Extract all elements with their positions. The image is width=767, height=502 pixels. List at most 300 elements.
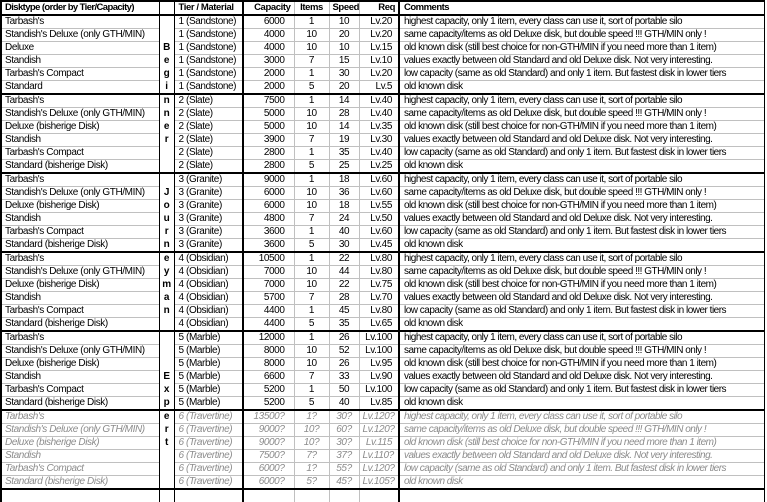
cell-class-letter: o xyxy=(159,200,174,213)
cell-speed: 45 xyxy=(329,305,359,318)
cell-tier-material: 1 (Sandstone) xyxy=(174,42,243,55)
cell-disktype: Tarbash's Compact xyxy=(1,147,159,160)
cell-comment: highest capacity, only 1 item, every class can use it, sort of portable silo xyxy=(399,94,764,108)
cell-req: Lv.40 xyxy=(359,147,399,160)
cell-class-letter: n xyxy=(159,94,174,108)
cell-speed: 40 xyxy=(329,397,359,411)
cell-comment: old known disk (still best choice for non-GTH/MIN if you need more than 1 item) xyxy=(399,42,764,55)
table-row xyxy=(1,226,764,239)
cell-tier-material: 5 (Marble) xyxy=(174,384,243,397)
cell-class-letter xyxy=(159,358,174,371)
cell-items: 10 xyxy=(294,121,329,134)
cell-disktype: Standish's Deluxe (only GTH/MIN) xyxy=(1,266,159,279)
cell-capacity: 6000 xyxy=(243,200,294,213)
cell-disktype: Standard (bisherige Disk) xyxy=(1,476,159,490)
cell-class-letter xyxy=(159,147,174,160)
cell-items: 1 xyxy=(294,305,329,318)
table-row xyxy=(1,266,764,279)
cell-class-letter: u xyxy=(159,213,174,226)
cell-req: Lv.65 xyxy=(359,318,399,332)
cell-capacity: 4400 xyxy=(243,305,294,318)
cell-capacity: 6000 xyxy=(243,187,294,200)
cell-tier-material: 2 (Slate) xyxy=(174,94,243,108)
cell-req: Lv.70 xyxy=(359,292,399,305)
cell-tier-material: 5 (Marble) xyxy=(174,397,243,411)
cell-class-letter: e xyxy=(159,252,174,266)
cell-items: 7 xyxy=(294,134,329,147)
cell-disktype: Standish xyxy=(1,371,159,384)
cell-comment: same capacity/items as old Deluxe disk, but double speed !!! GTH/MIN only ! xyxy=(399,266,764,279)
cell-tier-material: 6 (Travertine) xyxy=(174,476,243,490)
cell-comment: old known disk xyxy=(399,160,764,174)
cell-capacity: 8000 xyxy=(243,345,294,358)
partial-row xyxy=(1,489,764,502)
cell-items: 5 xyxy=(294,160,329,174)
cell-items: 10 xyxy=(294,29,329,42)
cell-req: Lv.115 xyxy=(359,437,399,450)
cell-comment: low capacity (same as old Standard) and only 1 item. But fastest disk in lower tiers xyxy=(399,384,764,397)
cell-req: Lv.90 xyxy=(359,371,399,384)
cell-disktype: Deluxe (bisherige Disk) xyxy=(1,121,159,134)
cell-comment: old known disk xyxy=(399,476,764,490)
cell-disktype: Tarbash's Compact xyxy=(1,463,159,476)
cell-disktype: Deluxe (bisherige Disk) xyxy=(1,358,159,371)
cell-req: Lv.80 xyxy=(359,266,399,279)
empty-cell xyxy=(159,489,174,502)
cell-disktype: Standish's Deluxe (only GTH/MIN) xyxy=(1,345,159,358)
table-row xyxy=(1,384,764,397)
column-header-class-letter xyxy=(159,1,174,15)
table-row xyxy=(1,450,764,463)
cell-comment: low capacity (same as old Standard) and only 1 item. But fastest disk in lower tiers xyxy=(399,463,764,476)
cell-comment: low capacity (same as old Standard) and only 1 item. But fastest disk in lower tiers xyxy=(399,226,764,239)
table-row xyxy=(1,358,764,371)
cell-disktype: Deluxe xyxy=(1,42,159,55)
cell-class-letter xyxy=(159,160,174,174)
table-row xyxy=(1,371,764,384)
cell-items: 7? xyxy=(294,450,329,463)
cell-class-letter: p xyxy=(159,397,174,411)
cell-items: 5 xyxy=(294,81,329,95)
cell-class-letter: B xyxy=(159,42,174,55)
cell-tier-material: 3 (Granite) xyxy=(174,187,243,200)
cell-disktype: Tarbash's xyxy=(1,252,159,266)
cell-req: Lv.75 xyxy=(359,279,399,292)
cell-disktype: Standish xyxy=(1,450,159,463)
column-header-speed: Speed xyxy=(329,1,359,15)
table-row xyxy=(1,331,764,345)
cell-comment: values exactly between old Standard and old Deluxe disk. Not very interesting. xyxy=(399,292,764,305)
table-row xyxy=(1,94,764,108)
table-row xyxy=(1,397,764,411)
cell-req: Lv.60 xyxy=(359,226,399,239)
cell-items: 1 xyxy=(294,384,329,397)
cell-comment: old known disk (still best choice for non-GTH/MIN if you need more than 1 item) xyxy=(399,437,764,450)
cell-disktype: Standish xyxy=(1,292,159,305)
cell-tier-material: 1 (Sandstone) xyxy=(174,29,243,42)
cell-req: Lv.25 xyxy=(359,160,399,174)
cell-comment: old known disk (still best choice for non-GTH/MIN if you need more than 1 item) xyxy=(399,200,764,213)
cell-comment: highest capacity, only 1 item, every class can use it, sort of portable silo xyxy=(399,173,764,187)
cell-req: Lv.20 xyxy=(359,68,399,81)
cell-speed: 36 xyxy=(329,187,359,200)
cell-tier-material: 6 (Travertine) xyxy=(174,463,243,476)
cell-req: Lv.55 xyxy=(359,200,399,213)
cell-disktype: Standard (bisherige Disk) xyxy=(1,160,159,174)
table-row xyxy=(1,292,764,305)
cell-disktype: Deluxe (bisherige Disk) xyxy=(1,437,159,450)
cell-items: 1 xyxy=(294,147,329,160)
cell-comment: same capacity/items as old Deluxe disk, but double speed !!! GTH/MIN only ! xyxy=(399,108,764,121)
cell-disktype: Tarbash's xyxy=(1,331,159,345)
cell-comment: low capacity (same as old Standard) and only 1 item. But fastest disk in lower tiers xyxy=(399,147,764,160)
cell-capacity: 3900 xyxy=(243,134,294,147)
cell-class-letter xyxy=(159,345,174,358)
cell-speed: 28 xyxy=(329,108,359,121)
cell-req: Lv.30 xyxy=(359,134,399,147)
table-row xyxy=(1,213,764,226)
cell-comment: same capacity/items as old Deluxe disk, but double speed !!! GTH/MIN only ! xyxy=(399,424,764,437)
table-row xyxy=(1,279,764,292)
cell-comment: same capacity/items as old Deluxe disk, but double speed !!! GTH/MIN only ! xyxy=(399,345,764,358)
cell-speed: 37? xyxy=(329,450,359,463)
table-row xyxy=(1,108,764,121)
cell-tier-material: 6 (Travertine) xyxy=(174,410,243,424)
table-row xyxy=(1,437,764,450)
cell-items: 5 xyxy=(294,397,329,411)
empty-cell xyxy=(243,489,294,502)
table-row xyxy=(1,318,764,332)
cell-tier-material: 1 (Sandstone) xyxy=(174,81,243,95)
cell-disktype: Tarbash's Compact xyxy=(1,384,159,397)
cell-class-letter: r xyxy=(159,134,174,147)
cell-tier-material: 4 (Obsidian) xyxy=(174,292,243,305)
cell-req: Lv.60 xyxy=(359,187,399,200)
cell-capacity: 3000 xyxy=(243,55,294,68)
cell-speed: 30 xyxy=(329,239,359,253)
cell-class-letter xyxy=(159,29,174,42)
cell-req: Lv.95 xyxy=(359,358,399,371)
cell-req: Lv.100 xyxy=(359,384,399,397)
cell-disktype: Standish xyxy=(1,134,159,147)
cell-comment: low capacity (same as old Standard) and only 1 item. But fastest disk in lower tiers xyxy=(399,305,764,318)
cell-capacity: 4000 xyxy=(243,29,294,42)
table-row xyxy=(1,345,764,358)
cell-capacity: 6000? xyxy=(243,463,294,476)
cell-req: Lv.20 xyxy=(359,29,399,42)
cell-items: 1 xyxy=(294,226,329,239)
cell-req: Lv.80 xyxy=(359,305,399,318)
cell-comment: low capacity (same as old Standard) and only 1 item. But fastest disk in lower tiers xyxy=(399,68,764,81)
cell-speed: 26 xyxy=(329,358,359,371)
cell-tier-material: 4 (Obsidian) xyxy=(174,252,243,266)
cell-tier-material: 2 (Slate) xyxy=(174,147,243,160)
cell-capacity: 12000 xyxy=(243,331,294,345)
column-header-items: Items xyxy=(294,1,329,15)
table-row xyxy=(1,463,764,476)
table-row xyxy=(1,81,764,95)
cell-comment: values exactly between old Standard and old Deluxe disk. Not very interesting. xyxy=(399,450,764,463)
empty-cell xyxy=(1,489,159,502)
table-row xyxy=(1,55,764,68)
cell-speed: 35 xyxy=(329,318,359,332)
cell-comment: same capacity/items as old Deluxe disk, but double speed !!! GTH/MIN only ! xyxy=(399,187,764,200)
cell-speed: 52 xyxy=(329,345,359,358)
cell-speed: 35 xyxy=(329,147,359,160)
cell-disktype: Tarbash's xyxy=(1,15,159,29)
cell-disktype: Standard (bisherige Disk) xyxy=(1,239,159,253)
cell-tier-material: 4 (Obsidian) xyxy=(174,266,243,279)
cell-disktype: Standard (bisherige Disk) xyxy=(1,318,159,332)
cell-speed: 22 xyxy=(329,279,359,292)
cell-speed: 26 xyxy=(329,331,359,345)
cell-disktype: Standish's Deluxe (only GTH/MIN) xyxy=(1,29,159,42)
cell-class-letter xyxy=(159,331,174,345)
cell-items: 1 xyxy=(294,15,329,29)
cell-tier-material: 3 (Granite) xyxy=(174,239,243,253)
cell-comment: highest capacity, only 1 item, every class can use it, sort of portable silo xyxy=(399,252,764,266)
cell-capacity: 7500 xyxy=(243,94,294,108)
cell-speed: 28 xyxy=(329,292,359,305)
cell-speed: 19 xyxy=(329,134,359,147)
column-header-disktype: Disktype (order by Tier/Capacity) xyxy=(1,1,159,15)
table-row xyxy=(1,410,764,424)
cell-comment: old known disk (still best choice for non-GTH/MIN if you need more than 1 item) xyxy=(399,279,764,292)
cell-items: 10 xyxy=(294,279,329,292)
cell-items: 10 xyxy=(294,42,329,55)
cell-tier-material: 1 (Sandstone) xyxy=(174,68,243,81)
cell-disktype: Standish's Deluxe (only GTH/MIN) xyxy=(1,187,159,200)
cell-speed: 50 xyxy=(329,384,359,397)
cell-class-letter: E xyxy=(159,371,174,384)
cell-speed: 44 xyxy=(329,266,359,279)
cell-speed: 30 xyxy=(329,68,359,81)
cell-disktype: Standard xyxy=(1,81,159,95)
cell-req: Lv.40 xyxy=(359,108,399,121)
cell-class-letter: J xyxy=(159,187,174,200)
cell-tier-material: 4 (Obsidian) xyxy=(174,305,243,318)
cell-tier-material: 2 (Slate) xyxy=(174,160,243,174)
column-header-comments: Comments xyxy=(399,1,764,15)
cell-tier-material: 6 (Travertine) xyxy=(174,450,243,463)
cell-capacity: 5000 xyxy=(243,108,294,121)
empty-cell xyxy=(399,489,764,502)
cell-items: 1 xyxy=(294,331,329,345)
cell-capacity: 2800 xyxy=(243,160,294,174)
cell-req: Lv.100 xyxy=(359,345,399,358)
cell-capacity: 9000? xyxy=(243,424,294,437)
cell-capacity: 6000? xyxy=(243,476,294,490)
cell-comment: highest capacity, only 1 item, every class can use it, sort of portable silo xyxy=(399,15,764,29)
cell-speed: 18 xyxy=(329,200,359,213)
cell-class-letter: n xyxy=(159,305,174,318)
cell-disktype: Tarbash's xyxy=(1,173,159,187)
cell-class-letter: e xyxy=(159,121,174,134)
cell-capacity: 7000 xyxy=(243,266,294,279)
cell-comment: old known disk xyxy=(399,318,764,332)
cell-req: Lv.35 xyxy=(359,121,399,134)
cell-comment: values exactly between old Standard and old Deluxe disk. Not very interesting. xyxy=(399,134,764,147)
cell-capacity: 5700 xyxy=(243,292,294,305)
cell-tier-material: 4 (Obsidian) xyxy=(174,279,243,292)
cell-req: Lv.110? xyxy=(359,450,399,463)
table-row xyxy=(1,15,764,29)
cell-req: Lv.120? xyxy=(359,424,399,437)
column-header-req: Req xyxy=(359,1,399,15)
cell-capacity: 3600 xyxy=(243,226,294,239)
cell-capacity: 9000? xyxy=(243,437,294,450)
cell-class-letter: g xyxy=(159,68,174,81)
cell-disktype: Tarbash's Compact xyxy=(1,305,159,318)
cell-disktype: Tarbash's xyxy=(1,410,159,424)
cell-tier-material: 2 (Slate) xyxy=(174,134,243,147)
cell-capacity: 5000 xyxy=(243,121,294,134)
cell-disktype: Standish xyxy=(1,213,159,226)
cell-comment: values exactly between old Standard and old Deluxe disk. Not very interesting. xyxy=(399,213,764,226)
cell-class-letter: r xyxy=(159,424,174,437)
cell-speed: 60? xyxy=(329,424,359,437)
cell-speed: 20 xyxy=(329,29,359,42)
cell-items: 1 xyxy=(294,68,329,81)
cell-comment: old known disk xyxy=(399,81,764,95)
cell-capacity: 2000 xyxy=(243,81,294,95)
cell-speed: 10 xyxy=(329,15,359,29)
cell-speed: 14 xyxy=(329,121,359,134)
table-row xyxy=(1,200,764,213)
table-row xyxy=(1,134,764,147)
cell-capacity: 4800 xyxy=(243,213,294,226)
cell-tier-material: 5 (Marble) xyxy=(174,345,243,358)
cell-tier-material: 4 (Obsidian) xyxy=(174,318,243,332)
cell-class-letter: x xyxy=(159,384,174,397)
table-row xyxy=(1,476,764,490)
table-row xyxy=(1,305,764,318)
cell-speed: 33 xyxy=(329,371,359,384)
cell-req: Lv.100 xyxy=(359,331,399,345)
cell-capacity: 3600 xyxy=(243,239,294,253)
cell-class-letter xyxy=(159,450,174,463)
cell-tier-material: 6 (Travertine) xyxy=(174,424,243,437)
cell-speed: 22 xyxy=(329,252,359,266)
cell-items: 10 xyxy=(294,187,329,200)
cell-req: Lv.5 xyxy=(359,81,399,95)
table-row xyxy=(1,239,764,253)
cell-items: 7 xyxy=(294,213,329,226)
cell-req: Lv.10 xyxy=(359,55,399,68)
cell-class-letter xyxy=(159,15,174,29)
cell-comment: values exactly between old Standard and old Deluxe disk. Not very interesting. xyxy=(399,55,764,68)
cell-comment: old known disk xyxy=(399,397,764,411)
cell-req: Lv.85 xyxy=(359,397,399,411)
table-row xyxy=(1,42,764,55)
cell-class-letter: y xyxy=(159,266,174,279)
cell-comment: old known disk (still best choice for non-GTH/MIN if you need more than 1 item) xyxy=(399,358,764,371)
table-row xyxy=(1,160,764,174)
cell-disktype: Tarbash's Compact xyxy=(1,68,159,81)
cell-class-letter: t xyxy=(159,437,174,450)
cell-tier-material: 1 (Sandstone) xyxy=(174,15,243,29)
cell-req: Lv.60 xyxy=(359,173,399,187)
cell-capacity: 7500? xyxy=(243,450,294,463)
cell-speed: 30? xyxy=(329,437,359,450)
cell-speed: 20 xyxy=(329,81,359,95)
cell-capacity: 10500 xyxy=(243,252,294,266)
cell-comment: same capacity/items as old Deluxe disk, but double speed !!! GTH/MIN only ! xyxy=(399,29,764,42)
cell-capacity: 9000 xyxy=(243,173,294,187)
cell-items: 1? xyxy=(294,463,329,476)
cell-disktype: Tarbash's xyxy=(1,94,159,108)
cell-speed: 18 xyxy=(329,173,359,187)
cell-class-letter xyxy=(159,476,174,490)
cell-class-letter: n xyxy=(159,239,174,253)
table-row xyxy=(1,68,764,81)
cell-tier-material: 5 (Marble) xyxy=(174,358,243,371)
cell-speed: 25 xyxy=(329,160,359,174)
column-header-tier-material: Tier / Material xyxy=(174,1,243,15)
cell-capacity: 8000 xyxy=(243,358,294,371)
cell-speed: 24 xyxy=(329,213,359,226)
cell-items: 7 xyxy=(294,292,329,305)
empty-cell xyxy=(359,489,399,502)
cell-items: 5 xyxy=(294,239,329,253)
cell-disktype: Deluxe (bisherige Disk) xyxy=(1,279,159,292)
cell-class-letter: i xyxy=(159,81,174,95)
cell-items: 10? xyxy=(294,424,329,437)
cell-speed: 14 xyxy=(329,94,359,108)
column-header-capacity: Capacity xyxy=(243,1,294,15)
cell-capacity: 7000 xyxy=(243,279,294,292)
cell-capacity: 5200 xyxy=(243,397,294,411)
cell-req: Lv.120? xyxy=(359,463,399,476)
table-row xyxy=(1,173,764,187)
cell-req: Lv.20 xyxy=(359,15,399,29)
cell-class-letter xyxy=(159,318,174,332)
cell-comment: values exactly between old Standard and old Deluxe disk. Not very interesting. xyxy=(399,371,764,384)
cell-items: 7 xyxy=(294,55,329,68)
table-row xyxy=(1,121,764,134)
cell-capacity: 4400 xyxy=(243,318,294,332)
cell-items: 10 xyxy=(294,200,329,213)
cell-disktype: Tarbash's Compact xyxy=(1,226,159,239)
cell-req: Lv.105? xyxy=(359,476,399,490)
cell-disktype: Standish's Deluxe (only GTH/MIN) xyxy=(1,424,159,437)
cell-tier-material: 1 (Sandstone) xyxy=(174,55,243,68)
table-row xyxy=(1,29,764,42)
cell-items: 10 xyxy=(294,358,329,371)
empty-cell xyxy=(294,489,329,502)
cell-comment: old known disk xyxy=(399,239,764,253)
cell-disktype: Deluxe (bisherige Disk) xyxy=(1,200,159,213)
cell-items: 7 xyxy=(294,371,329,384)
cell-capacity: 2000 xyxy=(243,68,294,81)
cell-items: 5 xyxy=(294,318,329,332)
table-header-row xyxy=(1,1,764,15)
cell-items: 10? xyxy=(294,437,329,450)
cell-items: 5? xyxy=(294,476,329,490)
cell-speed: 40 xyxy=(329,226,359,239)
cell-disktype: Standish's Deluxe (only GTH/MIN) xyxy=(1,108,159,121)
cell-class-letter: n xyxy=(159,108,174,121)
cell-class-letter: e xyxy=(159,410,174,424)
cell-class-letter xyxy=(159,173,174,187)
cell-class-letter xyxy=(159,463,174,476)
table-row xyxy=(1,187,764,200)
cell-req: Lv.45 xyxy=(359,239,399,253)
cell-capacity: 5200 xyxy=(243,384,294,397)
cell-tier-material: 6 (Travertine) xyxy=(174,437,243,450)
cell-comment: highest capacity, only 1 item, every class can use it, sort of portable silo xyxy=(399,410,764,424)
table-row xyxy=(1,424,764,437)
